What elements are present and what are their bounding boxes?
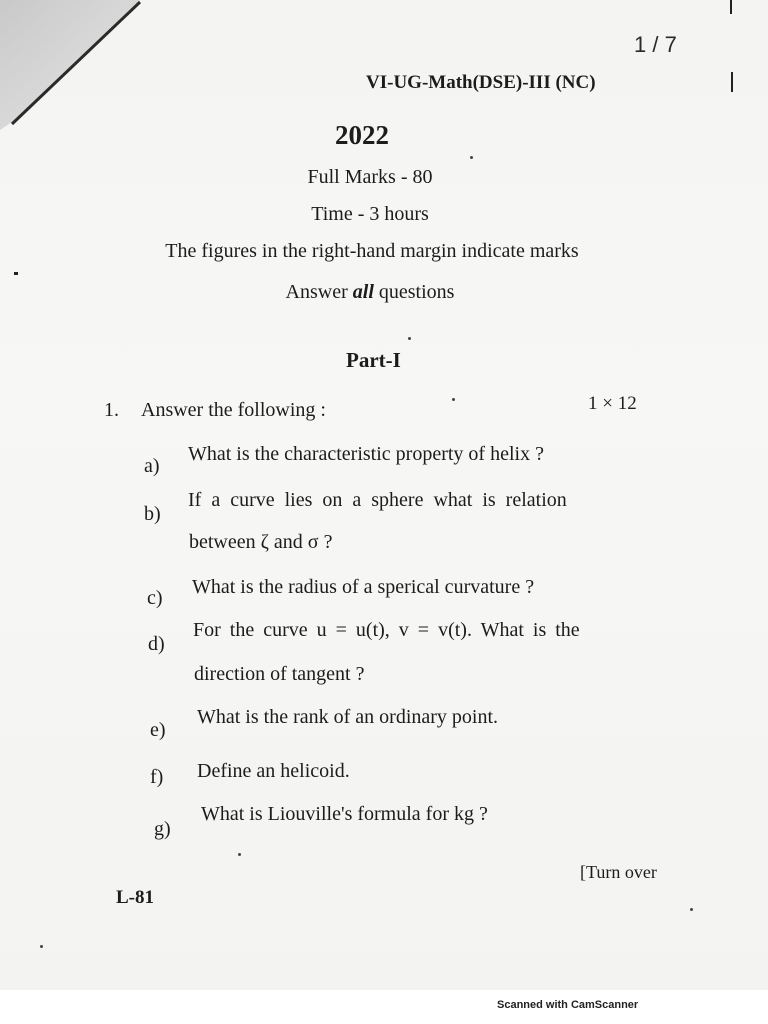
speck (690, 908, 693, 911)
subquestion-text: If a curve lies on a sphere what is relation (188, 489, 567, 511)
scanner-watermark: Scanned with CamScanner (497, 999, 639, 1011)
edge-mark-top-right (730, 0, 732, 14)
instruction-answer (0, 281, 754, 304)
subquestion-text: What is the characteristic property of helix ? (188, 443, 544, 465)
edge-mark-right (731, 72, 733, 92)
subquestion-text: What is the rank of an ordinary point. (197, 706, 499, 728)
subquestion-label: e) (150, 719, 166, 741)
speck (470, 156, 473, 159)
subquestion-label: f) (150, 766, 164, 788)
subquestion-label: c) (147, 587, 163, 609)
subquestion-text: Define an helicoid. (197, 760, 350, 782)
subquestion-text: direction of tangent ? (194, 663, 365, 685)
subquestion-text: What is the radius of a sperical curvature ? (192, 576, 535, 598)
question-number: 1. (104, 399, 119, 421)
time-allowed: Time - 3 hours (311, 203, 429, 225)
edge-mark-left (14, 272, 18, 275)
subquestion-text: For the curve u = u(t), v = v(t). What is the (193, 619, 580, 641)
speck (452, 398, 455, 401)
subquestion-label: g) (154, 818, 171, 840)
subquestion-label: b) (144, 503, 161, 525)
page-number: 1 / 7 (634, 32, 677, 57)
paper-code: VI-UG-Math(DSE)-III (NC) (366, 72, 596, 93)
subquestion-text: What is Liouville's formula for kg ? (201, 803, 488, 825)
subquestion-label: a) (144, 455, 160, 477)
speck (408, 337, 411, 340)
speck (40, 945, 43, 948)
paper-serial-code: L-81 (116, 887, 154, 908)
question-text: Answer the following : (141, 399, 326, 421)
subquestion-label: d) (148, 633, 165, 655)
question-marks: 1 × 12 (588, 393, 637, 414)
part-title: Part-I (346, 348, 401, 372)
instruction-answer-prefix: Answer (285, 281, 353, 303)
instruction-answer-suffix: questions (373, 281, 455, 303)
turn-over-note: [Turn over (580, 862, 657, 882)
full-marks: Full Marks - 80 (307, 166, 433, 188)
instruction-margin: The figures in the right-hand margin indicate marks (165, 240, 579, 262)
exam-year: 2022 (335, 120, 389, 150)
speck (238, 853, 241, 856)
subquestion-text: between ζ and σ ? (189, 531, 333, 553)
instruction-answer-emphasis: all (352, 281, 374, 303)
